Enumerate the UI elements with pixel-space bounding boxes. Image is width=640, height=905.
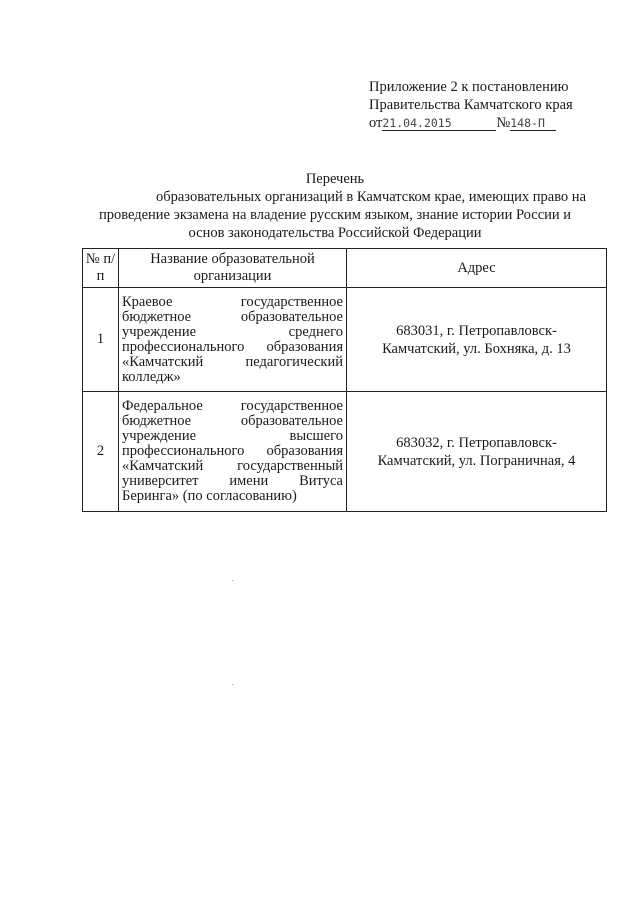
title-line-2: образовательных организаций в Камчатском крае, имеющих право на bbox=[155, 189, 587, 205]
row-num: 1 bbox=[83, 288, 119, 392]
row-organization-name: Краевое государственное бюджетное образовательное учреждение среднего профессионального образования «Камчатский педагогический колледж» bbox=[119, 288, 347, 392]
appendix-line-3 bbox=[369, 114, 573, 132]
header-num: № п/п bbox=[83, 249, 119, 288]
appendix-line-1: Приложение 2 к постановлению bbox=[369, 79, 569, 95]
table-row bbox=[83, 392, 607, 512]
title-line-3: проведение экзамена на владение русским языком, знание истории России и bbox=[98, 207, 572, 223]
date-field bbox=[382, 116, 496, 131]
row-organization-name: Федеральное государственное бюджетное образовательное учреждение высшего профессионального образования «Камчатский государственный университет имени Витуса Беринга» (по согласованию) bbox=[119, 392, 347, 512]
scan-speck bbox=[232, 684, 233, 685]
header-address: Адрес bbox=[347, 249, 607, 288]
table-row bbox=[83, 288, 607, 392]
title-line-4: основ законодательства Российской Федерации bbox=[188, 225, 482, 241]
row-address: 683031, г. Петропавловск-Камчатский, ул. Бохняка, д. 13 bbox=[347, 288, 607, 392]
table-header-row bbox=[83, 249, 607, 288]
date-value: 21.04.2015 bbox=[382, 116, 452, 130]
header-name: Название образовательной организации bbox=[119, 249, 347, 288]
organizations-table bbox=[82, 248, 607, 512]
appendix-line-2: Правительства Камчатского края bbox=[369, 97, 573, 113]
date-prefix: от bbox=[369, 115, 383, 131]
document-title bbox=[70, 170, 600, 242]
title-line-1: Перечень bbox=[305, 171, 365, 187]
appendix-header bbox=[369, 78, 573, 132]
number-value: 148-П bbox=[510, 116, 545, 130]
row-address: 683032, г. Петропавловск-Камчатский, ул. Пограничная, 4 bbox=[347, 392, 607, 512]
number-prefix: № bbox=[496, 115, 511, 131]
scan-speck bbox=[232, 580, 233, 581]
row-num: 2 bbox=[83, 392, 119, 512]
number-field bbox=[510, 116, 556, 131]
